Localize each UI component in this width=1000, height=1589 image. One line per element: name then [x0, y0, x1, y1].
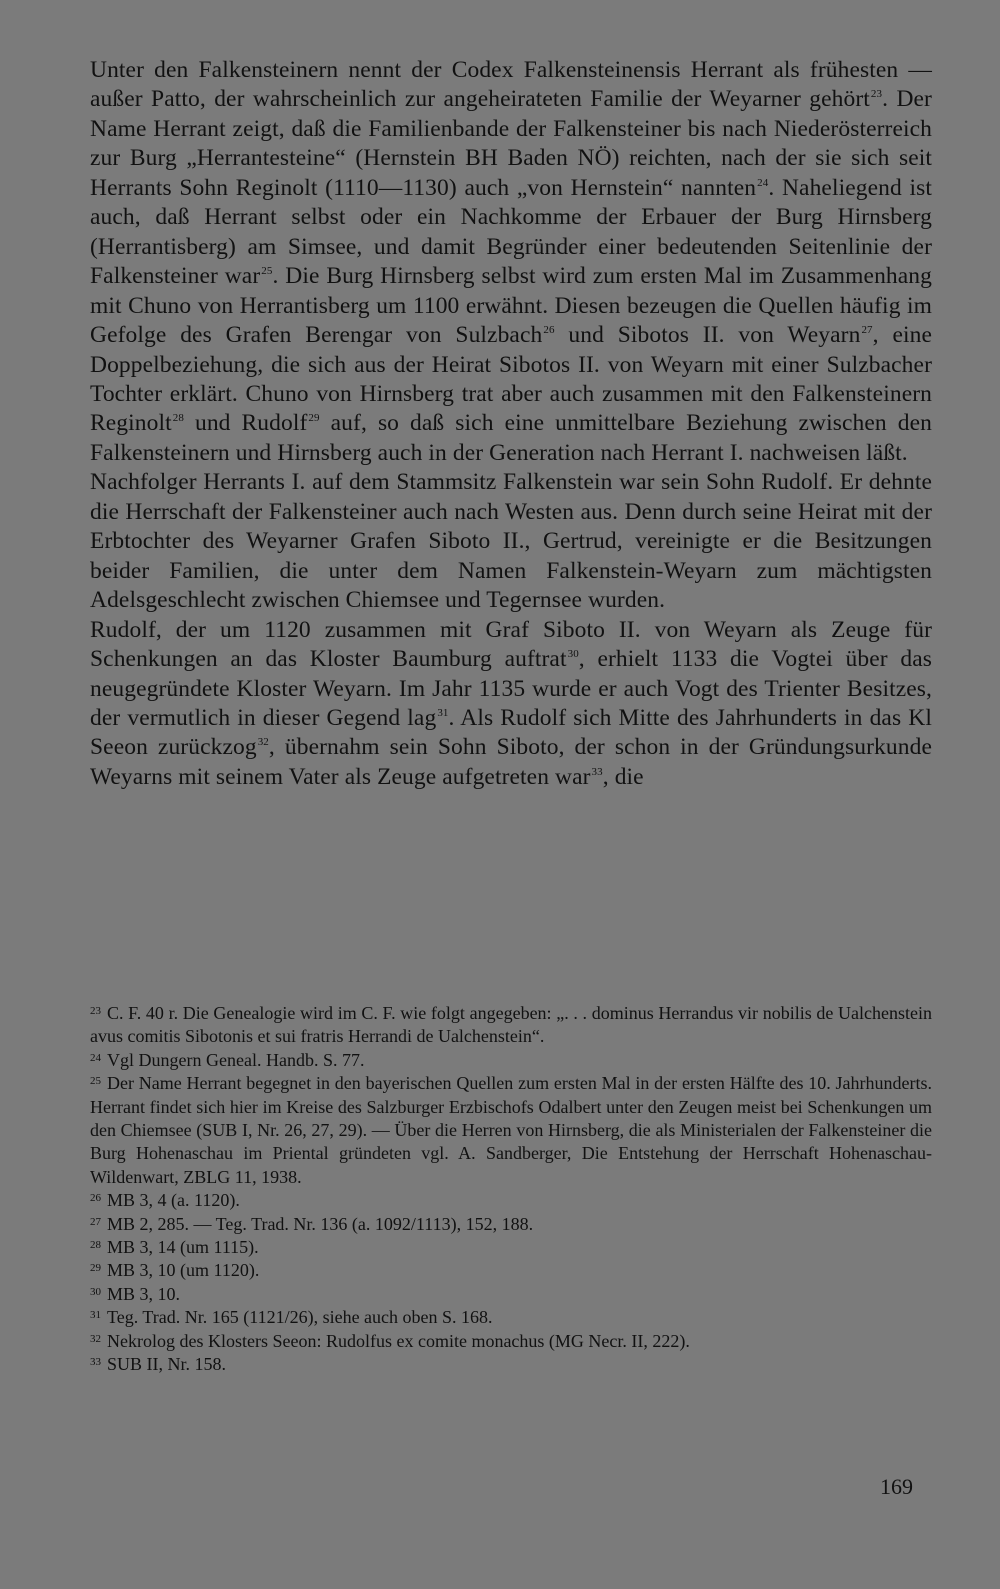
footnote-reference: 28: [172, 412, 184, 425]
footnote: 31 Teg. Trad. Nr. 165 (1121/26), siehe auch oben S. 168.: [90, 1307, 493, 1328]
footnote-text: MB 3, 10 (um 1120).: [107, 1260, 260, 1281]
body-paragraph: [90, 56, 932, 468]
body-text-run: . Die Burg Hirnsberg selbst wird zum ersten Mal im Zusammenhang mit Chuno von Herrantisberg um 1100 erwähnt. Diesen bezeugen die Quellen häufig im Gefolge des Grafen Berengar von Sulzbach: [90, 263, 932, 349]
footnote-reference: 33: [591, 765, 603, 778]
footnote-reference: 29: [308, 412, 320, 425]
body-text-run: . Naheliegend ist auch, daß Herrant selbst oder ein Nachkomme der Erbauer der Burg Hirnsberg (Herrantisberg) am Simsee, und damit Begründer einer bedeutenden Seitenlinie der Falkensteiner war: [90, 174, 932, 290]
footnote-text: MB 3, 14 (um 1115).: [107, 1237, 259, 1258]
footnote-reference: 31: [437, 706, 449, 719]
body-text-run: , die: [602, 763, 644, 790]
footnote-text: Nekrolog des Klosters Seeon: Rudolfus ex comite monachus (MG Necr. II, 222).: [107, 1330, 690, 1351]
footnotes: [90, 1002, 932, 1377]
body-text-run: , eine Doppelbeziehung, die sich aus der Heirat Sibotos II. von Weyarn mit einer Sulzbacher Tochter erklärt. Chuno von Hirnsberg trat aber auch zusammen mit den Falkensteinern Reginolt: [90, 322, 932, 437]
footnote: 29 MB 3, 10 (um 1120).: [90, 1260, 260, 1281]
footnote-reference: 26: [543, 324, 555, 337]
footnote: 32 Nekrolog des Klosters Seeon: Rudolfus ex comite monachus (MG Necr. II, 222).: [90, 1330, 690, 1351]
footnote-text: Der Name Herrant begegnet in den bayerischen Quellen zum ersten Mal in der ersten Hälfte des 10. Jahrhunderts. Herrant findet sich hier im Kreise des Salzburger Erzbischofs Odalbert unter den Zeugen meist bei Schenkungen um den Chiemsee (SUB I, Nr. 26, 27, 29). — Über die Herren von Hirnsberg, die als Ministerialen der Falkensteiner die Burg Hohenaschau im Prienta​l gründeten vgl. A. Sandberger, Die Entstehung der Herrschaft Hohenaschau-Wildenwart, ZBLG 11, 1938.: [90, 1073, 932, 1187]
body-text-run: und Rudolf: [183, 410, 308, 437]
body-text-run: . Der Name Herrant zeigt, daß die Familienbande der Falkensteiner bis nach Niederösterreich zur Burg „Herrantesteine“ (Hernstein BH Baden NÖ) reichten, nach der sie sich seit Herrants Sohn Reginolt (1110—1130) auch „von Hernstein“ nannten: [90, 86, 932, 201]
body-text-run: Rudolf, der um 1120 zusammen mit Graf Siboto II. von Weyarn als Zeuge für Schenkungen an das Kloster Baumburg auftrat: [90, 616, 932, 673]
footnote-text: SUB II, Nr. 158.: [107, 1354, 227, 1375]
body-text-run: , übernahm sein Sohn Siboto, der schon in der Gründungsurkunde Weyarns mit seinem Vater als Zeuge aufgetreten war: [90, 734, 932, 790]
body-text-run: , erhielt 1133 die Vogtei über das neugegründete Kloster Weyarn. Im Jahr 1135 wurde er auch Vogt des Trienter Besitzes, der vermutlich in dieser Gegend lag: [90, 646, 932, 731]
body-paragraph: [90, 468, 932, 615]
footnote-text: MB 2, 285. — Teg. Trad. Nr. 136 (a. 1092/1113), 152, 188.: [107, 1213, 534, 1234]
footnote-reference: 25: [261, 265, 273, 278]
body-text-run: auf, so daß sich eine unmittelbare Beziehung zwischen den Falkensteinern und Hirnsberg auch in der Generation nach Herrant I. nachweisen läßt.: [90, 410, 932, 466]
footnote-reference: 24: [757, 176, 769, 189]
footnote: 25 Der Name Herrant begegnet in den bayerischen Quellen zum ersten Mal in der ersten Hälfte des 10. Jahrhunderts. Herrant findet sich hier im Kreise des Salzburger Erzbischofs Odalbert unter den Zeugen meist bei Schenkungen um den Chiemsee (SUB I, Nr. 26, 27, 29). — Über die Herren von Hirnsberg, die als Ministerialen der Falkensteiner die Burg Hohenaschau im Prienta​l gründeten vgl. A. Sandberger, Die Entstehung der Herrschaft Hohenaschau-Wildenwart, ZBLG 11, 1938.: [90, 1073, 932, 1187]
body-text-run: und Sibotos II. von Weyarn: [554, 322, 861, 349]
footnote-text: C. F. 40 r. Die Genealogie wird im C. F. wie folgt angegeben: „. . . dominus Herrandus vir nobilis de Ualchenstein avus comitis Sibotonis et sui fratris Herrandi de Ualchenstein“.: [90, 1003, 932, 1047]
footnote: 23 C. F. 40 r. Die Genealogie wird im C. F. wie folgt angegeben: „. . . dominus Herrandus vir nobilis de Ualchenstein avus comitis Sibotonis et sui fratris Herrandi de Ualchenstein“.: [90, 1003, 932, 1047]
footnote-text: Teg. Trad. Nr. 165 (1121/26), siehe auch oben S. 168.: [107, 1307, 493, 1328]
footnote: 33 SUB II, Nr. 158.: [90, 1354, 227, 1375]
footnote-text: MB 3, 4 (a. 1120).: [107, 1190, 240, 1211]
footnote: 24 Vgl Dungern Geneal. Handb. S. 77.: [90, 1049, 365, 1070]
footnote-reference: 27: [861, 324, 873, 337]
footnote-reference: 32: [257, 736, 269, 749]
page-number: 169: [880, 1474, 913, 1499]
footnote-reference: 30: [567, 648, 579, 661]
footnote: 28 MB 3, 14 (um 1115).: [90, 1237, 259, 1258]
body-text-run: . Als Rudolf sich Mitte des Jahrhunderts in das Kl Seeon zurückzog: [90, 704, 932, 761]
body-text-run: Unter den Falkensteinern nennt der Codex Falkensteinensis Herrant als frühesten — außer Patto, der wahrscheinlich zur angeheirateten Familie der Weyarner gehört: [90, 57, 932, 113]
body-text-run: Nachfolger Herrants I. auf dem Stammsitz Falkenstein war sein Sohn Rudolf. Er dehnte die Herrschaft der Falkensteiner auch nach Westen aus. Denn durch seine Heirat mit der Erbtochter des Weyarner Grafen Siboto II., Gertrud, vereinigte er die Besitzungen beider Familien, die unter dem Namen Falkenstein-Weyarn zum mächtigsten Adelsgeschlecht zwischen Chiemsee und Tegernsee wurden.: [90, 469, 932, 614]
footnote: 27 MB 2, 285. — Teg. Trad. Nr. 136 (a. 1092/1113), 152, 188.: [90, 1213, 534, 1234]
footnote: 30 MB 3, 10.: [90, 1283, 181, 1304]
footnote-text: MB 3, 10.: [107, 1283, 181, 1304]
body-paragraph: [90, 616, 932, 793]
footnote-reference: 23: [870, 88, 883, 101]
footnote-text: Vgl Dungern Geneal. Handb. S. 77.: [107, 1049, 365, 1070]
body-text: [90, 56, 932, 792]
footnote: 26 MB 3, 4 (a. 1120).: [90, 1190, 240, 1211]
